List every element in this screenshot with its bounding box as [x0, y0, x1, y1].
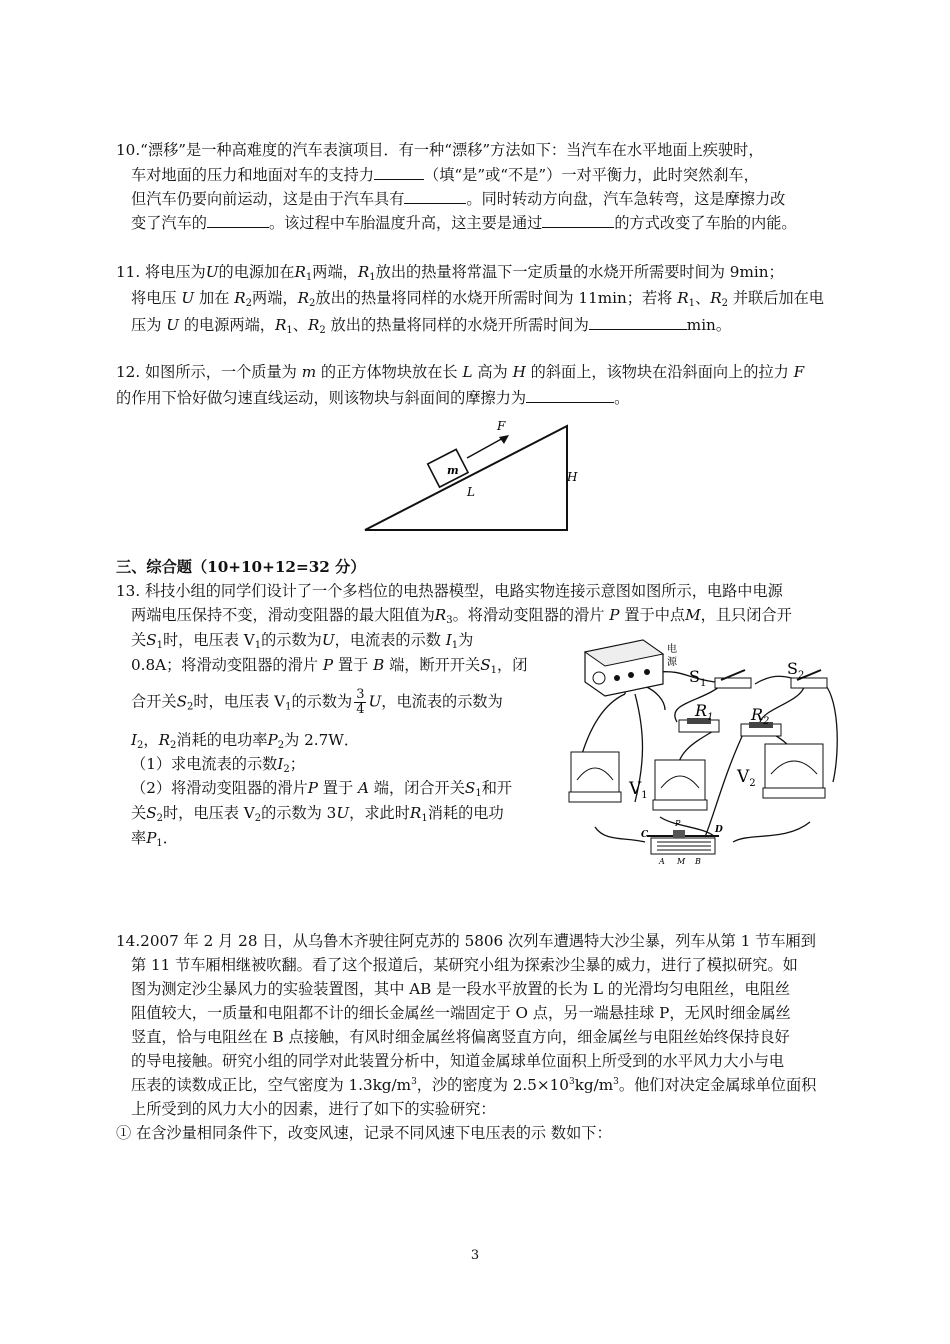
page-number: 3 [470, 1248, 480, 1263]
var: S [146, 804, 157, 822]
q11-text: 的电源两端， [183, 316, 275, 334]
q13-line3 [131, 630, 473, 650]
q13-text: ，闭 [497, 656, 528, 674]
power-label: 源 [667, 657, 677, 668]
q12-text: 高为 [477, 363, 508, 381]
q13-line8 [131, 778, 512, 798]
q13-text: ； [289, 755, 305, 773]
sub: 1 [421, 813, 428, 824]
var: U [181, 289, 195, 307]
q11-line2 [131, 288, 824, 308]
q14-text: kg/m [574, 1076, 614, 1094]
q13-text: ，且只闭合开 [700, 606, 792, 624]
q12-text: 。 [614, 389, 630, 407]
var: S [176, 692, 187, 711]
answer-blank[interactable] [207, 212, 269, 228]
q13-text: 端，闭合开关 [373, 779, 465, 797]
var: H [512, 363, 526, 381]
var: U [321, 631, 335, 649]
force-arrow [467, 437, 505, 458]
var: P [267, 731, 278, 749]
var: S [480, 656, 491, 674]
q12-text: 的作用下恰好做匀速直线运动，则该物块与斜面间的摩擦力为 [116, 389, 527, 407]
q13-text: （2）将滑动变阻器的滑片 [131, 779, 308, 797]
q13-text: ． [162, 829, 178, 847]
q12-line1 [116, 362, 804, 382]
q12-text: 的斜面上，该物块在沿斜面向上的拉力 [530, 363, 789, 381]
q13-text: 时，电压表 V [162, 804, 255, 822]
sub: 1 [305, 272, 313, 283]
circuit-figure [565, 632, 843, 872]
var: R [234, 289, 246, 307]
q13-line2 [131, 605, 792, 625]
var: I [131, 731, 137, 749]
q11-text: 压为 [131, 316, 162, 334]
sup: 3 [568, 1077, 575, 1087]
var: B [373, 656, 385, 674]
var: R [294, 263, 306, 281]
sub: 3 [446, 615, 453, 626]
q10-line1: 10.“漂移”是一种高难度的汽车表演项目．有一种“漂移”方法如下：当汽车在水平地面上疾驶时， [116, 141, 764, 159]
q10-text: 的方式改变了车胎的内能。 [614, 214, 797, 232]
q10-line2 [131, 164, 759, 185]
q13-text: 和开 [481, 779, 513, 797]
q10-line4 [131, 212, 797, 233]
answer-blank[interactable] [374, 164, 424, 180]
q14-line7 [131, 1075, 816, 1095]
q13-text: 置于 [322, 779, 354, 797]
switch-s1 [715, 670, 751, 688]
q13-text: ， [143, 731, 159, 749]
q10-text: 但汽车仍要向前运动，这是由于汽车具有 [131, 190, 405, 208]
q13-text: 置于中点 [624, 606, 686, 624]
sub: 1 [285, 701, 292, 713]
block-label-m: m [447, 464, 459, 477]
answer-blank[interactable] [589, 314, 687, 330]
q13-text: 为 2.7W． [284, 731, 360, 749]
sub: 1 [451, 640, 459, 651]
sub: 1 [490, 665, 497, 676]
var: R [357, 263, 370, 281]
q13-text: ，求此时 [349, 804, 410, 822]
sub: 2 [156, 813, 163, 824]
q12-text: 12. 如图所示，一个质量为 [116, 363, 297, 381]
q10-text: （填“是”或“不是”）一对平衡力，此时突然刹车， [424, 166, 759, 184]
q10-line3 [131, 188, 785, 209]
terminal-a: A [659, 857, 665, 866]
var: M [685, 606, 701, 624]
power-supply [585, 640, 663, 696]
q13-text: 。将滑动变阻器的滑片 [452, 606, 605, 624]
var: R [297, 289, 310, 307]
q11-text: 、 [292, 316, 308, 334]
power-label: 电 [667, 644, 677, 655]
sub: 2 [309, 298, 316, 309]
q11-text: 放出的热量将同样的水烧开所需时间为 [330, 316, 589, 334]
q11-text: 放出的热量将同样的水烧开所需时间为 11min；若将 [315, 289, 673, 307]
var: R [434, 606, 447, 624]
q11-text: min。 [686, 316, 732, 334]
q13-text: 率 [131, 829, 147, 847]
q13-text: 关 [131, 631, 147, 649]
sub: 2 [319, 325, 326, 336]
q11-text: 、 [695, 289, 711, 307]
q11-text: 的电源加在 [218, 263, 295, 281]
q13-text: 消耗的电功 [427, 804, 504, 822]
q14-line8: 上所受到的风力大小的因素，进行了如下的实验研究： [131, 1100, 496, 1118]
var: L [462, 363, 473, 381]
q13-text: 合开关 [131, 692, 177, 711]
ammeter [653, 760, 707, 810]
q10-text: 。同时转动方向盘，汽车急转弯，这是摩擦力改 [466, 190, 786, 208]
var: U [166, 316, 180, 334]
q10-text: 。该过程中车胎温度升高，这主要是通过 [268, 214, 543, 232]
q10-text: 变了汽车的 [131, 214, 207, 232]
var: U [368, 692, 382, 711]
resistor-r2-label: $R_2$ [751, 705, 770, 727]
q13-text: 的示数为 [261, 631, 322, 649]
terminal-m: M [677, 857, 686, 866]
sup: 3 [411, 1077, 417, 1087]
q13-text: 两端电压保持不变，滑动变阻器的最大阻值为 [131, 606, 435, 624]
q14-text: 。他们对决定金属球单位面积 [618, 1076, 817, 1094]
q14-line5: 竖直，恰与电阻丝在 B 点接触，有风时细金属丝将偏离竖直方向，细金属丝与电阻丝始终保持良好 [131, 1028, 790, 1046]
q13-line4 [131, 655, 527, 675]
force-label-f: F [497, 419, 506, 433]
q11-text: 加在 [199, 289, 230, 307]
var: U [336, 804, 350, 822]
var: R [677, 289, 689, 307]
q11-text: 并联后加在电 [732, 289, 824, 307]
terminal-c: C [641, 830, 649, 840]
height-label-h: H [567, 470, 578, 484]
slider-p: P [675, 819, 681, 828]
var: U [205, 263, 219, 281]
q13-text: 时，电压表 V [162, 631, 255, 649]
switch-s2-label: $S_2$ [787, 659, 805, 681]
terminal-b: B [695, 857, 701, 866]
sub: 1 [475, 788, 482, 799]
q13-text: 时，电压表 V [193, 692, 286, 711]
q14-line6: 的导电接触。研究小组的同学对此装置分析中，知道金属球单位面积上所受到的水平风力大小与电 [131, 1052, 785, 1070]
q13-text: 0.8A；将滑动变阻器的滑片 [131, 656, 318, 674]
fraction-denominator: 4 [356, 702, 365, 717]
var: I [445, 631, 452, 649]
q13-text: 消耗的电功率 [176, 731, 268, 749]
answer-blank[interactable] [404, 188, 466, 204]
incline-figure [355, 418, 595, 538]
var: m [301, 363, 317, 381]
q11-text: 放出的热量将常温下一定质量的水烧开所需要时间为 9min； [375, 263, 784, 281]
q11-text: 两端， [312, 263, 358, 281]
q13-line5 [131, 688, 503, 717]
sub: 1 [369, 272, 376, 283]
terminal-d: D [715, 825, 723, 835]
var: A [358, 779, 369, 797]
sub: 2 [721, 298, 729, 309]
var: S [146, 631, 157, 649]
q13-line6 [131, 730, 359, 750]
q14-text: ，沙的密度为 2.5×10 [416, 1076, 569, 1094]
q14-line9: ① 在含沙量相同条件下，改变风速，记录不同风速下电压表的示 数如下： [116, 1124, 612, 1142]
sub: 1 [688, 298, 696, 309]
q14-text: 压表的读数成正比，空气密度为 1.3kg/m [131, 1076, 412, 1094]
sub: 2 [186, 701, 194, 713]
q14-line3: 图为测定沙尘暴风力的实验装置图，其中 AB 是一段水平放置的长为 L 的光滑均匀电阻丝，电阻丝 [131, 980, 791, 998]
var: R [409, 804, 422, 822]
sup: 3 [613, 1077, 619, 1087]
q14-line1: 14.2007 年 2 月 28 日，从乌鲁木齐驶往阿克苏的 5806 次列车遭遇特大沙尘暴，列车从第 1 节车厢到 [116, 932, 816, 950]
q11-text: 将电压 [131, 289, 177, 307]
var: R [158, 731, 170, 749]
sub: 1 [156, 838, 163, 849]
q12-text: 的正方体物块放在长 [320, 363, 458, 381]
voltmeter-v2-label: $V_2$ [737, 767, 756, 789]
q13-line10 [131, 828, 178, 848]
var: R [274, 316, 287, 334]
q13-line7 [131, 754, 305, 774]
q11-line3 [131, 314, 731, 335]
q13-text: 端，断开开关 [389, 656, 481, 674]
q11-line1 [116, 262, 784, 282]
answer-blank[interactable] [526, 387, 614, 403]
voltmeter-v1-label: $V_1$ [629, 779, 648, 801]
sub: 2 [277, 740, 285, 751]
q13-line9 [131, 803, 504, 823]
switch-s1-label: $S_1$ [689, 667, 707, 689]
section-heading: 三、综合题（10+10+12=32 分） [116, 558, 366, 576]
sub: 2 [283, 764, 290, 775]
var: R [307, 316, 320, 334]
voltmeter-v2 [763, 744, 825, 798]
var: P [307, 779, 318, 797]
q13-line1: 13. 科技小组的同学们设计了一个多档位的电热器模型，电路实物连接示意图如图所示，电路中电源 [116, 582, 783, 600]
sub: 1 [156, 640, 163, 651]
var: R [710, 289, 722, 307]
fraction-numerator: 3 [356, 687, 365, 702]
q14-line2: 第 11 节车厢相继被吹翻。看了这个报道后，某研究小组为探索沙尘暴的威力，进行了模拟研究。如 [131, 956, 798, 974]
var: F [793, 363, 805, 381]
var: P [322, 656, 334, 674]
length-label-l: L [467, 485, 475, 499]
sub: 1 [286, 325, 293, 336]
sub: 2 [137, 740, 144, 751]
q13-text: 的示数为 [291, 692, 353, 711]
sub: 1 [254, 640, 262, 651]
var: I [277, 755, 284, 773]
sub: 2 [170, 740, 177, 751]
fraction [354, 688, 366, 717]
q13-text: 的示数为 3 [261, 804, 337, 822]
q11-text: 两端， [252, 289, 298, 307]
sub: 2 [245, 298, 253, 309]
q13-text: 为 [458, 631, 474, 649]
q13-text: （1）求电流表的示数 [131, 755, 278, 773]
q11-text: 11. 将电压为 [116, 263, 206, 281]
var: P [146, 829, 157, 847]
q13-text: 置于 [337, 656, 369, 674]
q12-line2 [116, 387, 629, 408]
resistor-r1-label: $R_1$ [695, 701, 714, 723]
q13-text: ，电流表的示数为 [381, 692, 503, 711]
voltmeter-v1 [569, 752, 621, 802]
answer-blank[interactable] [542, 212, 614, 228]
incline-triangle [365, 426, 567, 530]
q13-text: 关 [131, 804, 147, 822]
q10-text: 车对地面的压力和地面对车的支持力 [131, 166, 374, 184]
var: P [609, 606, 620, 624]
sub: 2 [254, 813, 262, 824]
rheostat [647, 830, 719, 854]
q14-line4: 阻值较大，一质量和电阻都不计的细长金属丝一端固定于 O 点，另一端悬挂球 P，无风时细金属丝 [131, 1004, 791, 1022]
q13-text: ，电流表的示数 [334, 631, 441, 649]
resistor-r2 [741, 722, 781, 736]
var: S [464, 779, 476, 797]
